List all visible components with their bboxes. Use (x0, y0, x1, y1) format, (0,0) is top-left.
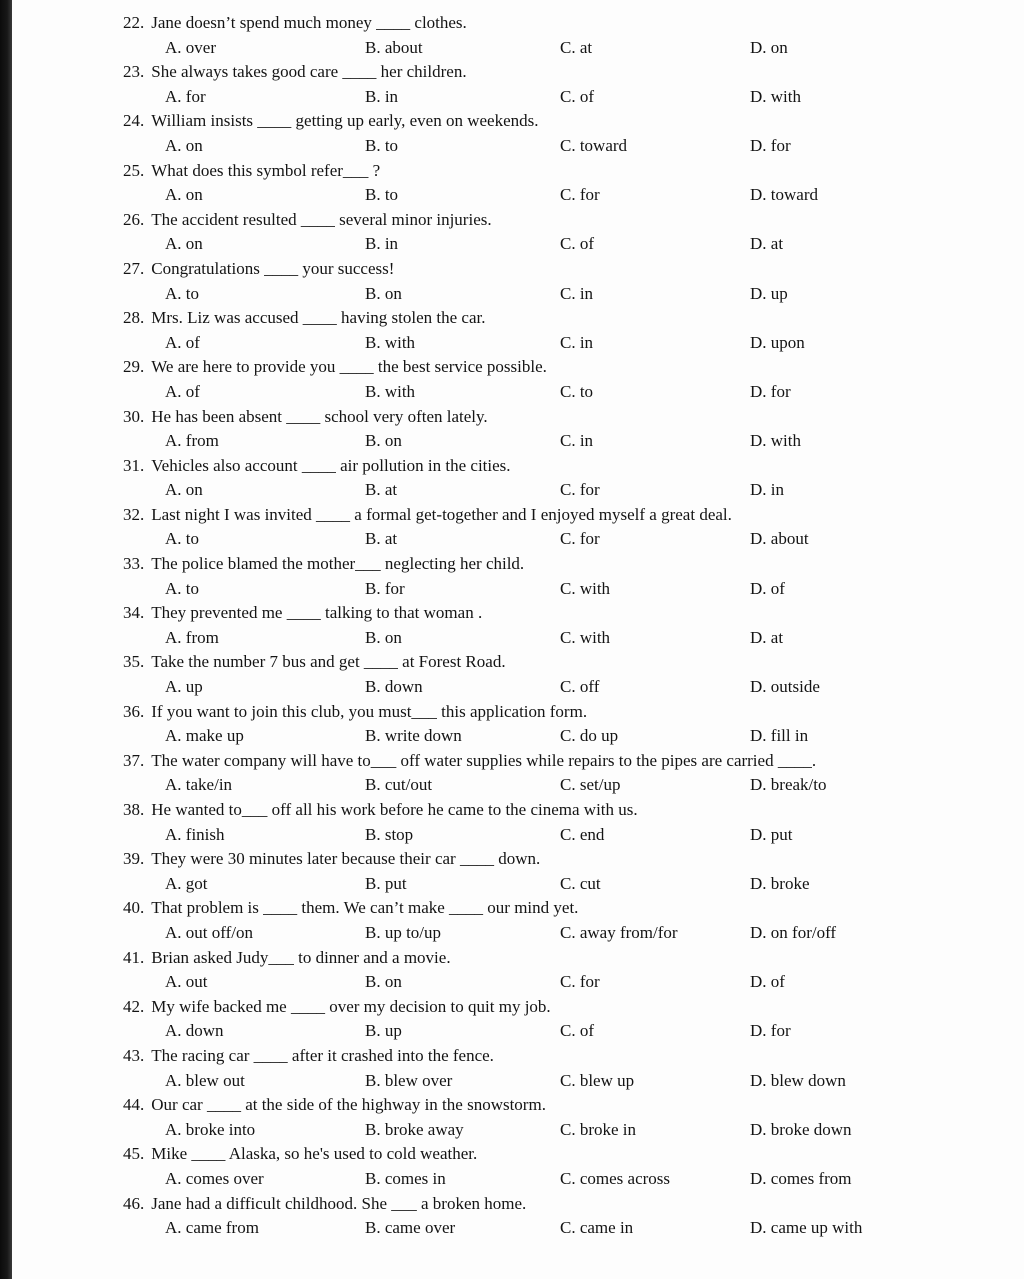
question-number: 39. (123, 849, 145, 869)
option-b: B. in (365, 234, 399, 254)
option-b: B. at (365, 480, 398, 500)
question-text: William insists ____ getting up early, even on weekends. (151, 111, 539, 131)
option-d: D. broke (750, 873, 810, 893)
question-line (123, 306, 1006, 331)
options-row (123, 577, 1006, 602)
question-item (123, 208, 1006, 257)
question-item (123, 306, 1006, 355)
option-d: D. fill in (750, 726, 809, 746)
option-a: A. to (165, 283, 199, 303)
question-item (123, 847, 1006, 896)
question-text: The accident resulted ____ several minor injuries. (151, 209, 492, 229)
option-b: B. in (365, 86, 399, 106)
question-number: 23. (123, 62, 145, 82)
option-c: C. of (560, 1021, 594, 1041)
options-row (123, 331, 1006, 356)
option-c: C. in (560, 332, 594, 352)
option-d: D. of (750, 972, 785, 992)
question-item (123, 257, 1006, 306)
question-item (123, 995, 1006, 1044)
option-c: C. off (560, 677, 600, 697)
question-number: 33. (123, 554, 145, 574)
option-c: C. for (560, 480, 600, 500)
options-row (123, 1167, 1006, 1192)
option-d: D. broke down (750, 1119, 852, 1139)
option-b: B. down (365, 677, 423, 697)
question-text: We are here to provide you ____ the best service possible. (151, 357, 547, 377)
question-text: Last night I was invited ____ a formal get-together and I enjoyed myself a great deal. (151, 504, 732, 524)
question-line (123, 454, 1006, 479)
option-b: B. on (365, 972, 402, 992)
option-d: D. upon (750, 332, 805, 352)
option-d: D. outside (750, 677, 820, 697)
option-c: C. set/up (560, 775, 621, 795)
option-c: C. toward (560, 135, 628, 155)
option-a: A. from (165, 431, 219, 451)
question-line (123, 1142, 1006, 1167)
question-item (123, 1142, 1006, 1191)
option-b: B. up to/up (365, 922, 442, 942)
option-b: B. write down (365, 726, 462, 746)
option-d: D. at (750, 627, 784, 647)
question-text: Congratulations ____ your success! (151, 258, 395, 278)
question-line (123, 946, 1006, 971)
question-text: Jane doesn’t spend much money ____ clothes. (151, 13, 467, 32)
option-a: A. up (165, 677, 203, 697)
option-c: C. end (560, 824, 605, 844)
question-text: Vehicles also account ____ air pollution in the cities. (151, 455, 511, 475)
option-c: C. cut (560, 873, 601, 893)
question-number: 25. (123, 160, 145, 180)
question-line (123, 847, 1006, 872)
question-text: Take the number 7 bus and get ____ at Forest Road. (151, 652, 506, 672)
option-d: D. up (750, 283, 788, 303)
option-c: C. of (560, 86, 594, 106)
option-d: D. of (750, 578, 785, 598)
option-c: C. at (560, 37, 593, 57)
options-row (123, 527, 1006, 552)
question-text: Jane had a difficult childhood. She ___ a broken home. (151, 1193, 527, 1213)
option-d: D. in (750, 480, 784, 500)
options-row (123, 1069, 1006, 1094)
question-item (123, 798, 1006, 847)
question-item (123, 405, 1006, 454)
option-a: A. take/in (165, 775, 233, 795)
options-row (123, 1216, 1006, 1241)
question-number: 35. (123, 652, 145, 672)
option-c: C. came in (560, 1218, 634, 1238)
option-b: B. stop (365, 824, 414, 844)
option-c: C. broke in (560, 1119, 637, 1139)
question-number: 22. (123, 13, 145, 32)
option-b: B. with (365, 381, 416, 401)
option-a: A. on (165, 234, 203, 254)
option-d: D. for (750, 135, 791, 155)
question-number: 40. (123, 898, 145, 918)
question-text: My wife backed me ____ over my decision to quit my job. (151, 996, 551, 1016)
question-line (123, 1044, 1006, 1069)
question-text: What does this symbol refer___ ? (151, 160, 381, 180)
question-line (123, 60, 1006, 85)
option-a: A. on (165, 185, 203, 205)
question-text: Mrs. Liz was accused ____ having stolen the car. (151, 308, 486, 328)
option-b: B. comes in (365, 1168, 446, 1188)
question-number: 27. (123, 258, 145, 278)
option-c: C. blew up (560, 1070, 635, 1090)
option-c: C. with (560, 627, 611, 647)
question-item (123, 749, 1006, 798)
option-d: D. on (750, 37, 788, 57)
options-row (123, 380, 1006, 405)
option-a: A. out off/on (165, 922, 253, 942)
question-line (123, 405, 1006, 430)
option-b: B. on (365, 431, 402, 451)
question-number: 37. (123, 750, 145, 770)
option-b: B. put (365, 873, 407, 893)
question-item (123, 60, 1006, 109)
question-item (123, 159, 1006, 208)
option-a: A. comes over (165, 1168, 264, 1188)
option-a: A. finish (165, 824, 225, 844)
option-a: A. from (165, 627, 219, 647)
option-d: D. at (750, 234, 784, 254)
question-number: 31. (123, 455, 145, 475)
question-line (123, 798, 1006, 823)
question-text: Our car ____ at the side of the highway in the snowstorm. (151, 1095, 546, 1115)
option-d: D. came up with (750, 1218, 863, 1238)
question-number: 34. (123, 603, 145, 623)
options-row (123, 823, 1006, 848)
option-b: B. came over (365, 1218, 456, 1238)
option-a: A. blew out (165, 1070, 245, 1090)
question-list (123, 11, 1006, 1241)
question-text: He has been absent ____ school very often lately. (151, 406, 488, 426)
options-row (123, 183, 1006, 208)
question-item (123, 503, 1006, 552)
question-item (123, 355, 1006, 404)
option-c: C. for (560, 972, 600, 992)
question-item (123, 601, 1006, 650)
question-text: The racing car ____ after it crashed into the fence. (151, 1045, 494, 1065)
question-item (123, 700, 1006, 749)
options-row (123, 36, 1006, 61)
question-line (123, 503, 1006, 528)
question-line (123, 700, 1006, 725)
question-line (123, 159, 1006, 184)
options-row (123, 232, 1006, 257)
question-line (123, 355, 1006, 380)
question-text: They prevented me ____ talking to that woman . (151, 603, 483, 623)
option-a: A. of (165, 332, 200, 352)
question-item (123, 552, 1006, 601)
question-text: He wanted to___ off all his work before he came to the cinema with us. (151, 800, 638, 819)
question-item (123, 1044, 1006, 1093)
option-d: D. about (750, 529, 809, 549)
options-row (123, 921, 1006, 946)
question-item (123, 1192, 1006, 1241)
option-a: A. of (165, 381, 200, 401)
option-b: B. on (365, 283, 402, 303)
option-c: C. in (560, 283, 594, 303)
question-text: The police blamed the mother___ neglecting her child. (151, 554, 525, 574)
question-item (123, 1093, 1006, 1142)
question-line (123, 257, 1006, 282)
options-row (123, 1019, 1006, 1044)
question-line (123, 552, 1006, 577)
options-row (123, 626, 1006, 651)
option-a: A. on (165, 480, 203, 500)
question-number: 29. (123, 357, 145, 377)
option-b: B. on (365, 627, 402, 647)
question-text: That problem is ____ them. We can’t make ____ our mind yet. (151, 898, 579, 918)
option-c: C. to (560, 381, 594, 401)
options-row (123, 1118, 1006, 1143)
option-d: D. on for/off (750, 922, 837, 942)
question-number: 41. (123, 947, 145, 967)
option-b: B. with (365, 332, 416, 352)
question-item (123, 11, 1006, 60)
question-line (123, 208, 1006, 233)
question-line (123, 601, 1006, 626)
option-d: D. for (750, 381, 791, 401)
option-b: B. about (365, 37, 423, 57)
option-b: B. up (365, 1021, 402, 1041)
options-row (123, 970, 1006, 995)
option-d: D. with (750, 431, 801, 451)
question-text: Brian asked Judy___ to dinner and a movie. (151, 947, 451, 967)
option-d: D. for (750, 1021, 791, 1041)
options-row (123, 724, 1006, 749)
option-a: A. on (165, 135, 203, 155)
option-b: B. broke away (365, 1119, 464, 1139)
options-row (123, 282, 1006, 307)
option-a: A. came from (165, 1218, 259, 1238)
question-line (123, 896, 1006, 921)
question-line (123, 11, 1006, 36)
question-text: They were 30 minutes later because their car ____ down. (151, 849, 541, 869)
options-row (123, 429, 1006, 454)
option-b: B. blew over (365, 1070, 453, 1090)
option-d: D. toward (750, 185, 818, 205)
question-item (123, 946, 1006, 995)
options-row (123, 478, 1006, 503)
option-a: A. to (165, 529, 199, 549)
option-a: A. to (165, 578, 199, 598)
option-c: C. of (560, 234, 594, 254)
question-line (123, 995, 1006, 1020)
question-line (123, 1192, 1006, 1217)
question-number: 30. (123, 406, 145, 426)
option-c: C. in (560, 431, 594, 451)
question-number: 38. (123, 800, 145, 819)
option-a: A. got (165, 873, 208, 893)
option-a: A. out (165, 972, 208, 992)
option-b: B. to (365, 135, 399, 155)
option-d: D. with (750, 86, 801, 106)
options-row (123, 675, 1006, 700)
question-number: 32. (123, 504, 145, 524)
question-number: 36. (123, 701, 145, 721)
option-c: C. with (560, 578, 611, 598)
question-number: 42. (123, 996, 145, 1016)
option-c: C. away from/for (560, 922, 678, 942)
question-number: 24. (123, 111, 145, 131)
question-number: 44. (123, 1095, 145, 1115)
options-row (123, 773, 1006, 798)
option-a: A. down (165, 1021, 224, 1041)
option-b: B. cut/out (365, 775, 433, 795)
question-text: If you want to join this club, you must___ this application form. (151, 701, 588, 721)
question-item (123, 454, 1006, 503)
options-row (123, 85, 1006, 110)
question-item (123, 896, 1006, 945)
question-item (123, 650, 1006, 699)
question-line (123, 749, 1006, 774)
question-text: The water company will have to___ off water supplies while repairs to the pipes are carried ____. (151, 750, 817, 770)
question-line (123, 650, 1006, 675)
option-b: B. at (365, 529, 398, 549)
question-item (123, 109, 1006, 158)
option-b: B. for (365, 578, 405, 598)
question-number: 26. (123, 209, 145, 229)
option-d: D. put (750, 824, 793, 844)
option-a: A. for (165, 86, 206, 106)
question-text: She always takes good care ____ her children. (151, 62, 467, 82)
option-d: D. blew down (750, 1070, 846, 1090)
option-c: C. comes across (560, 1168, 671, 1188)
question-number: 45. (123, 1144, 145, 1164)
option-c: C. for (560, 185, 600, 205)
option-c: C. do up (560, 726, 619, 746)
option-c: C. for (560, 529, 600, 549)
option-d: D. break/to (750, 775, 827, 795)
question-line (123, 1093, 1006, 1118)
question-number: 28. (123, 308, 145, 328)
option-a: A. over (165, 37, 216, 57)
option-d: D. comes from (750, 1168, 852, 1188)
question-text: Mike ____ Alaska, so he's used to cold weather. (151, 1144, 478, 1164)
question-number: 43. (123, 1045, 145, 1065)
options-row (123, 872, 1006, 897)
options-row (123, 134, 1006, 159)
question-number: 46. (123, 1193, 145, 1213)
option-a: A. broke into (165, 1119, 256, 1139)
option-b: B. to (365, 185, 399, 205)
question-line (123, 109, 1006, 134)
option-a: A. make up (165, 726, 244, 746)
